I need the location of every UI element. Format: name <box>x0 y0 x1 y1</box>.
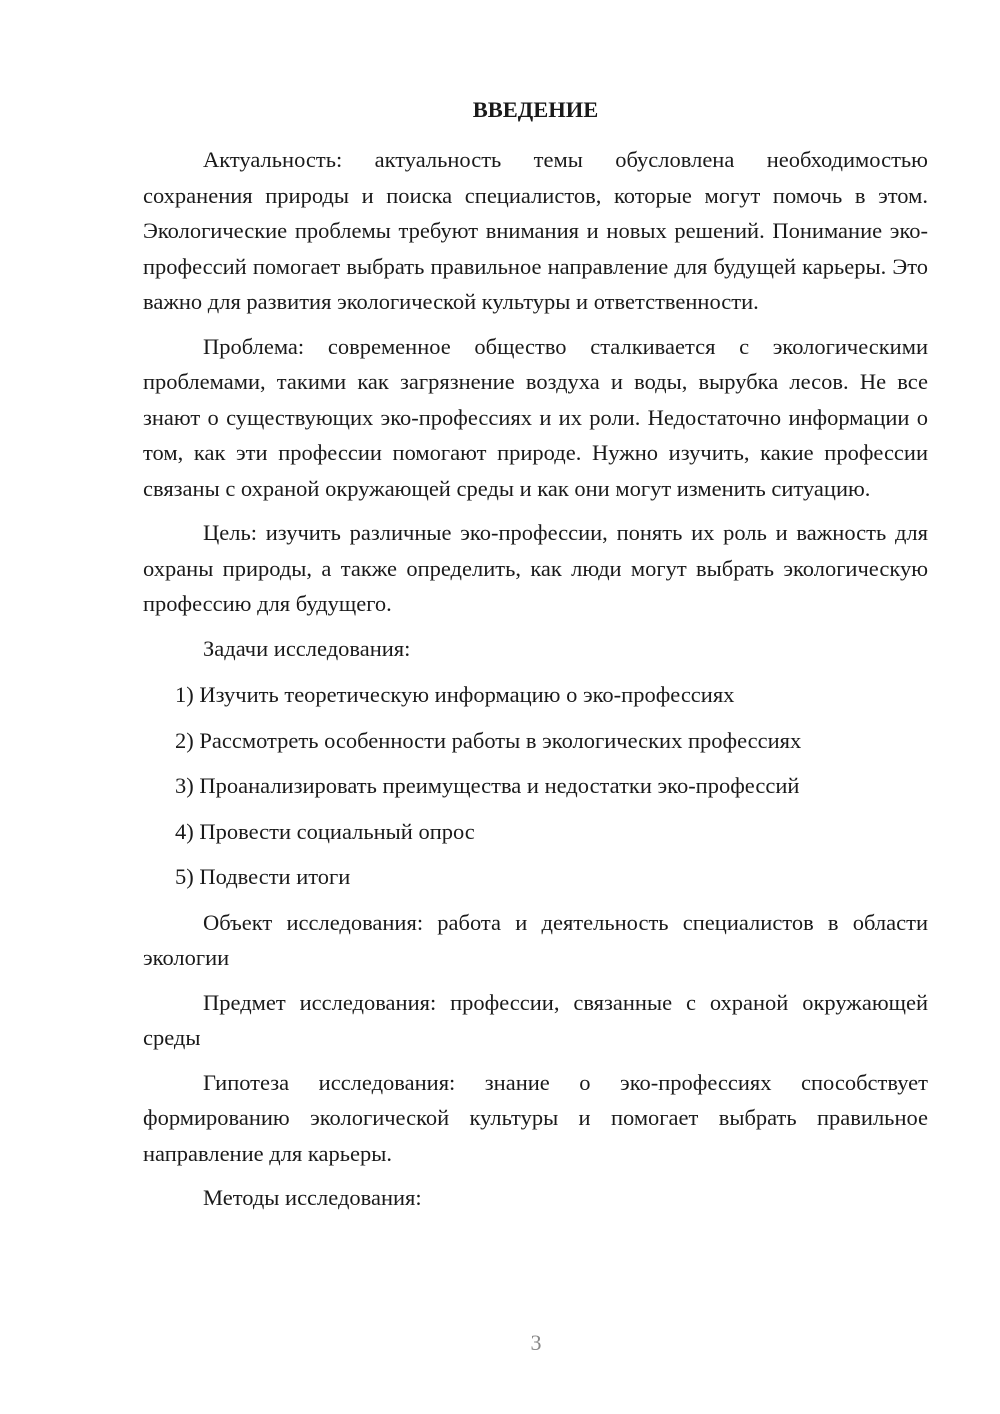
methods-heading: Методы исследования: <box>203 1185 422 1210</box>
document-page <box>143 92 928 1225</box>
paragraph-goal: Цель: изучить различные эко-профессии, понять их роль и важность для охраны природы, а также определить, как люди могут выбрать экологическую профессию для будущего. <box>143 520 928 616</box>
paragraph-subject: Предмет исследования: профессии, связанные с охраной окружающей среды <box>143 989 928 1050</box>
paragraph-relevance: Актуальность: актуальность темы обусловлена необходимостью сохранения природы и поиска специалистов, которые могут помочь в этом. Экологические проблемы требуют внимания и новых решений. Понимание эко-профессий помогает выбрать правильное направление для будущей карьеры. Это важно для развития экологической культуры и ответственности. <box>143 147 928 314</box>
paragraph-hypothesis: Гипотеза исследования: знание о эко-профессиях способствует формированию экологической культуры и помогает выбрать правильное направление для карьеры. <box>143 1069 928 1166</box>
list-item: 3) Проанализировать преимущества и недостатки эко-профессий <box>175 773 800 798</box>
list-item: 5) Подвести итоги <box>175 864 351 889</box>
list-item: 4) Провести социальный опрос <box>175 818 475 844</box>
section-title: ВВЕДЕНИЕ <box>472 97 599 122</box>
tasks-list <box>143 677 928 895</box>
list-item: 1) Изучить теоретическую информацию о эко-профессиях <box>175 682 735 707</box>
paragraph-problem: Проблема: современное общество сталкивается с экологическими проблемами, такими как загрязнение воздуха и воды, вырубка лесов. Не все знают о существующих эко-профессиях и их роли. Недостаточно информации о том, как эти профессии помогают природе. Нужно изучить, какие профессии связаны с охраной окружающей среды и как они могут изменить ситуацию. <box>143 333 928 501</box>
tasks-heading: Задачи исследования: <box>203 635 411 661</box>
paragraph-object: Объект исследования: работа и деятельность специалистов в области экологии <box>143 909 928 970</box>
page-number: 3 <box>530 1330 542 1355</box>
list-item: 2) Рассмотреть особенности работы в экологических профессиях <box>175 727 802 753</box>
